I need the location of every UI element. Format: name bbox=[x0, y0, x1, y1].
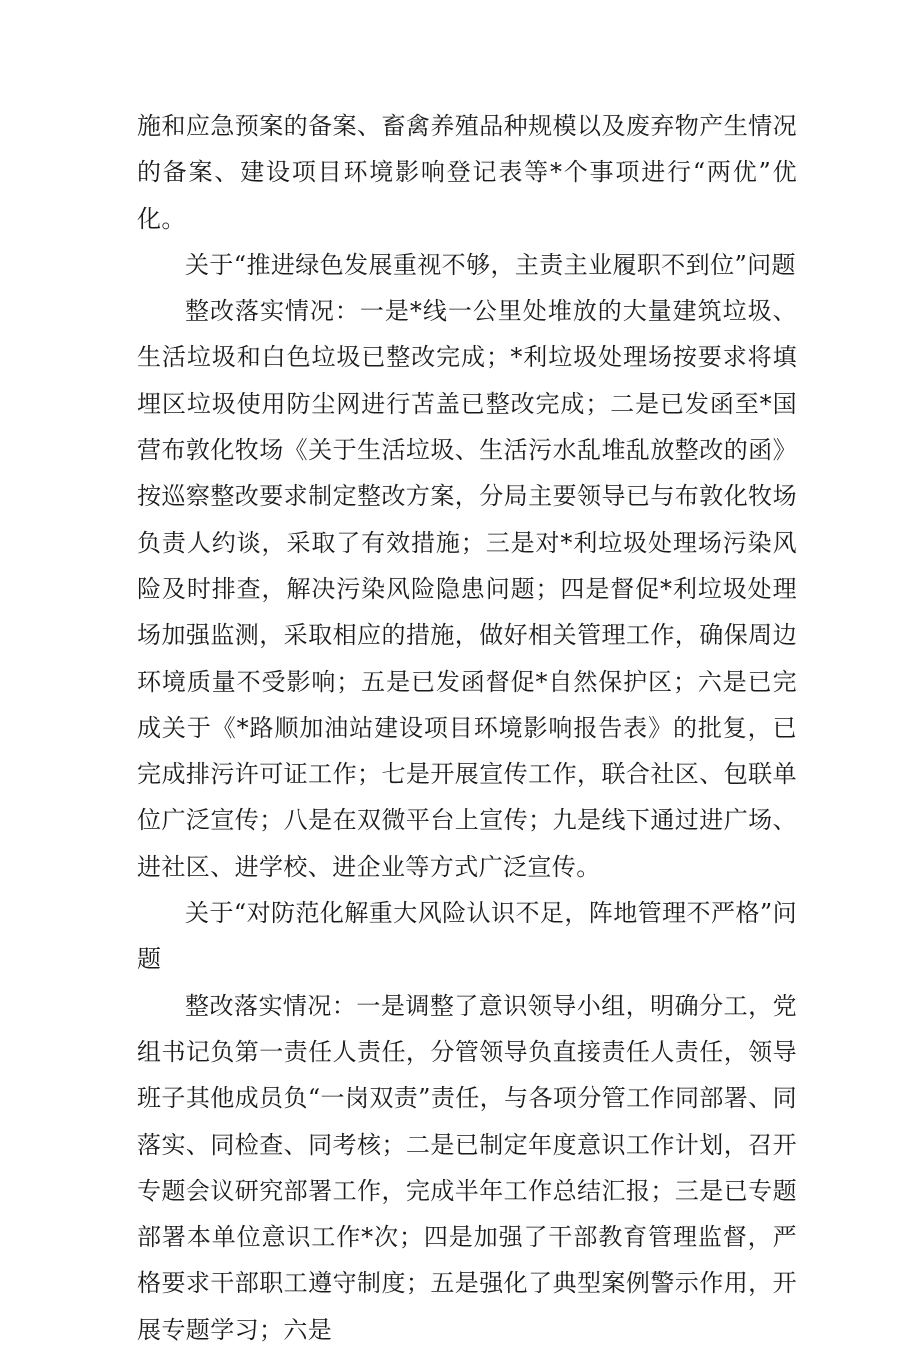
heading-risk-prevention-issue: 关于“对防范化解重大风险认识不足，阵地管理不严格”问题 bbox=[137, 899, 797, 974]
paragraph-filing-optimization: 施和应急预案的备案、畜禽养殖品种规模以及废弃物产生情况的备案、建设项目环境影响登记表等*个事项进行“两优”优化。 bbox=[137, 112, 797, 233]
paragraph-rectification-risk-prevention: 整改落实情况：一是调整了意识领导小组，明确分工，党组书记负第一责任人责任，分管领导负直接责任人责任，领导班子其他成员负“一岗双责”责任，与各项分管工作同部署、同落实、同检查、同考核；二是已制定年度意识工作计划，召开专题会议研究部署工作，完成半年工作总结汇报；三是已专题部署本单位意识工作*次；四是加强了干部教育管理监督，严格要求干部职工遵守制度；五是强化了典型案例警示作用，开展专题学习；六是 bbox=[137, 991, 797, 1344]
heading-green-development-issue: 关于“推进绿色发展重视不够，主责主业履职不到位”问题 bbox=[185, 250, 796, 279]
paragraph-rectification-green-development: 整改落实情况：一是*线一公里处堆放的大量建筑垃圾、生活垃圾和白色垃圾已整改完成；*利垃圾处理场按要求将填埋区垃圾使用防尘网进行苫盖已整改完成；二是已发函至*国营布敦化牧场《关于生活垃圾、生活污水乱堆乱放整改的函》按巡察整改要求制定整改方案，分局主要领导已与布敦化牧场负责人约谈，采取了有效措施；三是对*利垃圾处理场污染风险及时排查，解决污染风险隐患问题；四是督促*利垃圾处理场加强监测，采取相应的措施，做好相关管理工作，确保周边环境质量不受影响；五是已发函督促*自然保护区；六是已完成关于《*路顺加油站建设项目环境影响报告表》的批复，已完成排污许可证工作；七是开展宣传工作，联合社区、包联单位广泛宣传；八是在双微平台上宣传；九是线下通过进广场、进社区、进学校、进企业等方式广泛宣传。 bbox=[137, 297, 797, 881]
document-body bbox=[137, 103, 797, 1353]
